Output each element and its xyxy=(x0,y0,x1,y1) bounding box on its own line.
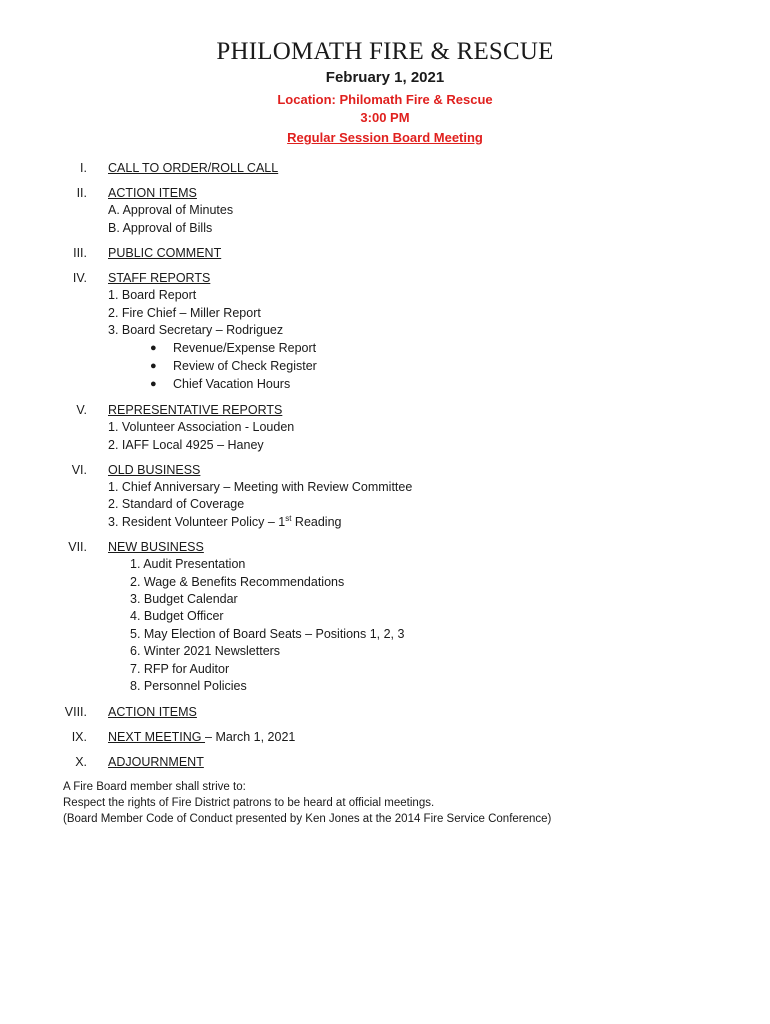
footer-line: A Fire Board member shall strive to: xyxy=(63,781,246,793)
list-item-text: Reading xyxy=(291,515,342,529)
list-item xyxy=(108,514,341,531)
page-title: PHILOMATH FIRE & RESCUE xyxy=(216,38,554,65)
section-heading: REPRESENTATIVE REPORTS xyxy=(108,403,283,417)
meeting-date: February 1, 2021 xyxy=(325,69,445,86)
meeting-session: Regular Session Board Meeting xyxy=(287,130,483,145)
section-number: VIII. xyxy=(64,705,87,719)
section-number: X. xyxy=(75,755,87,769)
section-heading: PUBLIC COMMENT xyxy=(108,246,222,260)
bullet-item: Chief Vacation Hours xyxy=(173,377,291,391)
meeting-time: 3:00 PM xyxy=(360,110,410,125)
footer-line: Respect the rights of Fire District patrons to be heard at official meetings. xyxy=(63,797,435,809)
section-heading: NEXT MEETING xyxy=(108,730,206,744)
section-heading: ACTION ITEMS xyxy=(108,186,197,200)
section-number: V. xyxy=(76,403,87,417)
section-number: VII. xyxy=(68,540,87,554)
section-heading: CALL TO ORDER/ROLL CALL xyxy=(108,161,279,175)
list-item: 2. Standard of Coverage xyxy=(108,497,245,511)
list-item: 1. Chief Anniversary – Meeting with Review Committee xyxy=(108,480,413,494)
list-item: 3. Board Secretary – Rodriguez xyxy=(108,323,284,337)
list-item: 1. Volunteer Association - Louden xyxy=(108,420,295,434)
list-item: 1. Audit Presentation xyxy=(130,557,246,571)
bullet-item: Review of Check Register xyxy=(173,359,317,373)
list-item: 5. May Election of Board Seats – Positions 1, 2, 3 xyxy=(130,627,405,641)
list-item: B. Approval of Bills xyxy=(108,221,213,235)
list-item: 2. Fire Chief – Miller Report xyxy=(108,306,261,320)
meeting-location: Location: Philomath Fire & Rescue xyxy=(277,92,493,107)
next-meeting-line xyxy=(108,729,295,746)
bullet-icon: ● xyxy=(150,360,157,372)
next-meeting-date: – March 1, 2021 xyxy=(205,730,296,744)
ordinal-suffix: st xyxy=(285,513,292,523)
section-number: I. xyxy=(80,161,87,175)
list-item: A. Approval of Minutes xyxy=(108,203,234,217)
section-heading: ACTION ITEMS xyxy=(108,705,197,719)
list-item: 1. Board Report xyxy=(108,288,197,302)
list-item: 2. Wage & Benefits Recommendations xyxy=(130,575,345,589)
list-item: 4. Budget Officer xyxy=(130,609,224,623)
section-number: II. xyxy=(76,186,87,200)
section-heading: ADJOURNMENT xyxy=(108,755,204,769)
list-item: 8. Personnel Policies xyxy=(130,679,247,693)
section-number: III. xyxy=(73,246,87,260)
bullet-item: Revenue/Expense Report xyxy=(173,341,317,355)
footer-line: (Board Member Code of Conduct presented by Ken Jones at the 2014 Fire Service Conference) xyxy=(63,813,552,825)
section-number: IX. xyxy=(71,730,87,744)
bullet-icon: ● xyxy=(150,342,157,354)
bullet-icon: ● xyxy=(150,378,157,390)
list-item-text: 3. Resident Volunteer Policy – 1 xyxy=(108,515,286,529)
section-heading: STAFF REPORTS xyxy=(108,271,211,285)
list-item: 3. Budget Calendar xyxy=(130,592,238,606)
list-item: 7. RFP for Auditor xyxy=(130,662,230,676)
section-number: VI. xyxy=(71,463,87,477)
list-item: 6. Winter 2021 Newsletters xyxy=(130,644,281,658)
section-heading: NEW BUSINESS xyxy=(108,540,204,554)
list-item: 2. IAFF Local 4925 – Haney xyxy=(108,438,264,452)
section-heading: OLD BUSINESS xyxy=(108,463,201,477)
section-number: IV. xyxy=(72,271,87,285)
